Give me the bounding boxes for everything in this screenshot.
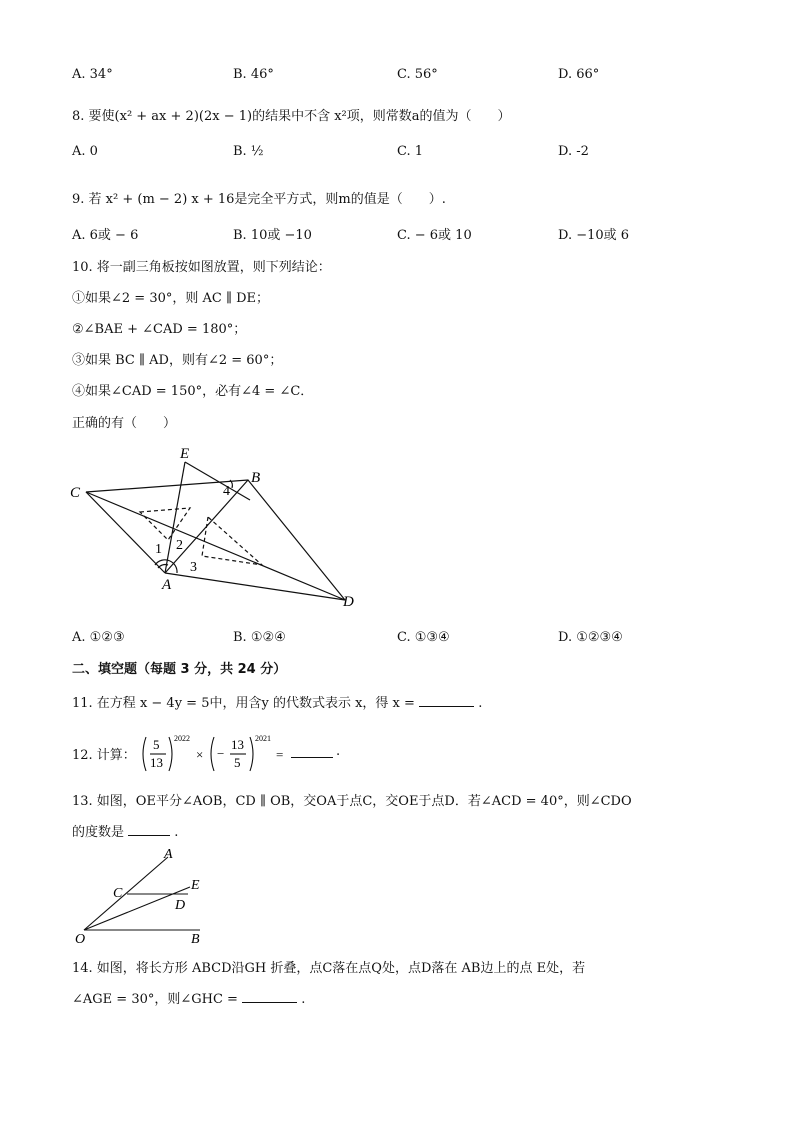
q10-statement-4: ④如果∠CAD = 150°，必有∠4 = ∠C． — [72, 384, 314, 399]
q14-line1: 14. 如图，将长方形 ABCD沿GH 折叠，点C落在点Q处，点D落在 AB边上的点 E处，若 — [72, 961, 586, 976]
q12-fraction1-numerator: 5 — [153, 737, 160, 752]
q7-options — [72, 67, 732, 85]
q10-label-c: C — [70, 485, 81, 501]
q13-label-c: C — [113, 886, 123, 901]
q14-line2-text: ∠AGE = 30°，则∠GHC = — [72, 992, 238, 1007]
q11-answer-blank[interactable] — [419, 694, 474, 707]
q10-triangle-figure — [60, 440, 370, 615]
q9-options — [72, 224, 732, 242]
q10-statement-2: ②∠BAE + ∠CAD = 180°； — [72, 322, 247, 337]
q13-label-b: B — [191, 932, 200, 947]
q13-angle-figure — [70, 845, 220, 947]
q13-line2-text: 的度数是 — [72, 825, 125, 840]
q9-option-a: A. 6或 − 6 — [72, 228, 139, 243]
q10-label-b: B — [251, 470, 261, 486]
q11 — [72, 692, 482, 711]
q10-option-b: B. ①②④ — [233, 630, 286, 645]
q7-option-c: C. 56° — [397, 67, 438, 82]
q14-line2 — [72, 988, 305, 1007]
q7-option-a: A. 34° — [72, 67, 113, 82]
q10-statement-1: ①如果∠2 = 30°，则 AC ∥ DE； — [72, 291, 270, 306]
q11-end: . — [478, 696, 483, 711]
q12-prefix: 12. 计算： — [72, 748, 136, 763]
q10-statement-3: ③如果 BC ∥ AD，则有∠2 = 60°； — [72, 353, 283, 368]
q10-option-a: A. ①②③ — [72, 630, 125, 645]
q10-angle-3: 3 — [190, 560, 197, 575]
q12-fraction2-denominator: 5 — [234, 755, 241, 770]
q9-option-c: C. − 6或 10 — [397, 228, 472, 243]
q8-stem: 8. 要使(x² + ax + 2)(2x − 1)的结果中不含 x²项，则常数a的值为（ ） — [72, 109, 511, 124]
q13-label-d: D — [175, 898, 186, 913]
q10-label-a: A — [162, 577, 172, 593]
q12-exponent2: 2021 — [255, 734, 271, 743]
q12-end: . — [336, 744, 341, 759]
q12-answer-blank[interactable] — [291, 745, 333, 758]
q12-times: × — [196, 747, 204, 762]
q9-stem: 9. 若 x² + (m − 2) x + 16是完全平方式，则m的值是（ ）. — [72, 192, 446, 207]
q13-label-o: O — [75, 932, 86, 947]
q7-option-d: D. 66° — [558, 67, 600, 82]
q7-option-b: B. 46° — [233, 67, 274, 82]
q10-option-c: C. ①③④ — [397, 630, 450, 645]
q10-angle-4: 4 — [223, 484, 230, 499]
q13-line1: 13. 如图，OE平分∠AOB，CD ∥ OB，交OA于点C，交OE于点D．若∠ACD = 40°，则∠CDO — [72, 794, 632, 809]
q8-options — [72, 144, 732, 162]
q12-minus: − — [217, 746, 225, 761]
q10-label-e: E — [180, 446, 190, 462]
q8-option-c: C. 1 — [397, 144, 424, 159]
q11-text: 11. 在方程 x − 4y = 5中，用含y 的代数式表示 x，得 x = — [72, 696, 415, 711]
q8-option-b: B. ½ — [233, 144, 264, 159]
q12-fraction1-denominator: 13 — [150, 755, 163, 770]
q8-option-a: A. 0 — [72, 144, 98, 159]
q14-end: . — [301, 992, 306, 1007]
q12-exponent1: 2022 — [174, 734, 190, 743]
q9-option-b: B. 10或 −10 — [233, 228, 312, 243]
q13-label-a: A — [164, 847, 173, 862]
q12-fraction2-numerator: 13 — [231, 737, 244, 752]
q12-equals: = — [276, 747, 284, 762]
q10-label-d: D — [343, 594, 354, 610]
q10-stem: 10. 将一副三角板按如图放置，则下列结论： — [72, 260, 331, 275]
q13-end: . — [174, 825, 179, 840]
q10-options — [72, 630, 732, 648]
q13-label-e: E — [191, 878, 200, 893]
q10-question: 正确的有（ ） — [72, 416, 177, 431]
q9-option-d: D. −10或 6 — [558, 228, 630, 243]
q13-line2 — [72, 821, 178, 840]
q10-angle-1: 1 — [155, 542, 162, 557]
q10-angle-2: 2 — [176, 538, 183, 553]
q13-answer-blank[interactable] — [128, 823, 170, 836]
q10-option-d: D. ①②③④ — [558, 630, 623, 645]
q8-option-d: D. -2 — [558, 144, 589, 159]
q14-answer-blank[interactable] — [242, 990, 297, 1003]
section-heading-fill-in: 二、填空题（每题 3 分，共 24 分） — [72, 662, 287, 677]
